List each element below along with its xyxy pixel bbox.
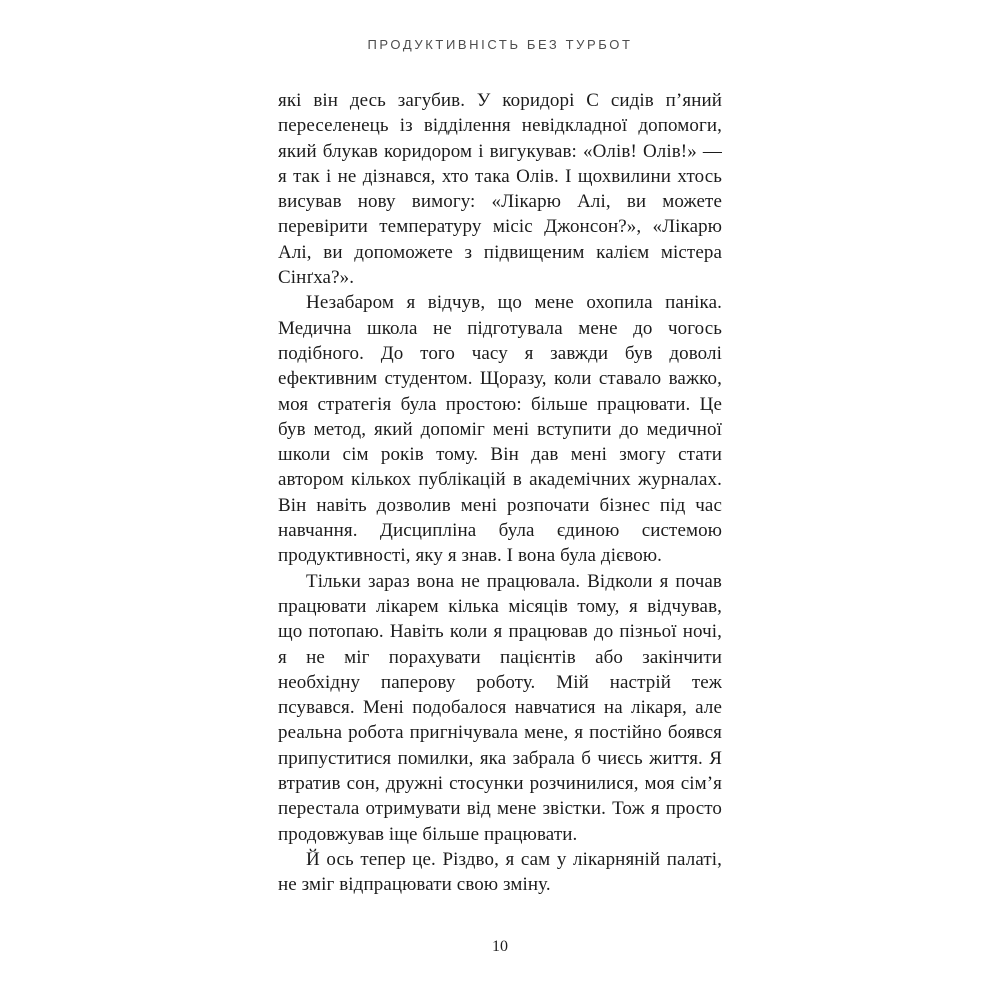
- paragraph: Незабаром я відчув, що мене охопила паніка. Медична школа не підготувала мене до чогось подібного. До того часу я завжди був доволі ефективним студентом. Щоразу, коли ставало важко, моя стратегія була простою: більше працювати. Це був метод, який допоміг мені вступити до медичної школи сім років тому. Він дав мені змогу стати автором кількох публікацій в академічних журналах. Він навіть дозволив мені розпочати бізнес під час навчання. Дисципліна була єдиною системою продуктивності, яку я знав. І вона була дієвою.: [278, 292, 722, 567]
- running-header: ПРОДУКТИВНІСТЬ БЕЗ ТУРБОТ: [367, 37, 633, 52]
- paragraph: Й ось тепер це. Різдво, я сам у лікарняній палаті, не зміг відпрацювати свою зміну.: [278, 848, 722, 896]
- page-number: 10: [492, 938, 508, 955]
- paragraph: Тільки зараз вона не працювала. Відколи я почав працювати лікарем кілька місяців тому, я відчував, що потопаю. Навіть коли я працював до пізньої ночі, я не міг порахувати пацієнтів або закінчити необхідну паперову роботу. Мій настрій теж псувався. Мені подобалося навчатися на лікаря, але реальна робота пригнічувала мене, я постійно боявся припуститися помилки, яка забрала б чиєсь життя. Я втратив сон, дружні стосунки розчинилися, моя сім’я перестала отримувати від мене звістки. Тож я просто продовжував іще більше працювати.: [278, 570, 722, 845]
- text-block: [278, 88, 722, 898]
- paragraph: які він десь загубив. У коридорі C сидів п’яний переселенець із відділення невідкладної допомоги, який блукав коридором і вигукував: «Олів! Олів!» — я так і не дізнався, хто така Олів. І щохвилини хтось висував нову вимогу: «Лікарю Алі, ви можете перевірити температуру місіс Джонсон?», «Лікарю Алі, ви допоможете з підвищеним калієм містера Сінґха?».: [278, 90, 722, 289]
